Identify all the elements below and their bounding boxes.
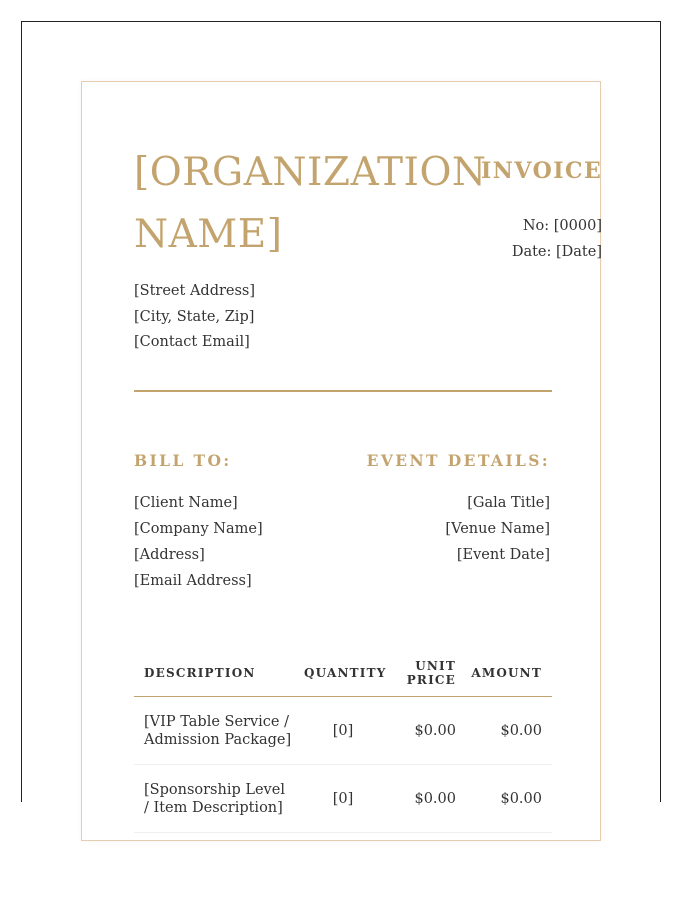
row-amount: $0.00 bbox=[500, 723, 542, 739]
table-row bbox=[134, 697, 552, 765]
document-frame bbox=[21, 21, 661, 816]
venue-name: [Venue Name] bbox=[445, 521, 550, 537]
event-date: [Event Date] bbox=[456, 547, 550, 563]
row-description: [Sponsorship Level / Item Description] bbox=[144, 782, 285, 816]
table-row bbox=[134, 765, 552, 833]
client-name: [Client Name] bbox=[134, 495, 238, 511]
row-quantity: [0] bbox=[332, 791, 354, 807]
table-header bbox=[134, 650, 552, 697]
row-unit-price: $0.00 bbox=[414, 791, 456, 807]
organization-address bbox=[134, 279, 255, 356]
street-address: [Street Address] bbox=[134, 283, 256, 299]
city-state-zip: [City, State, Zip] bbox=[134, 308, 255, 325]
event-details-block bbox=[445, 490, 550, 568]
contact-email: [Contact Email] bbox=[134, 334, 250, 350]
bill-to-block bbox=[134, 490, 263, 594]
gala-title: [Gala Title] bbox=[467, 495, 550, 511]
header-quantity: QUANTITY bbox=[304, 666, 387, 680]
header-description: DESCRIPTION bbox=[144, 666, 256, 680]
header-divider bbox=[134, 390, 552, 392]
row-amount: $0.00 bbox=[500, 791, 542, 807]
invoice-meta bbox=[512, 213, 602, 265]
line-items-table bbox=[134, 650, 552, 833]
invoice-sheet bbox=[81, 81, 601, 841]
row-description: [VIP Table Service / Admission Package] bbox=[144, 714, 292, 748]
header-amount: AMOUNT bbox=[471, 666, 542, 680]
client-address: [Address] bbox=[134, 547, 205, 563]
event-details-heading: EVENT DETAILS: bbox=[366, 451, 550, 470]
client-email: [Email Address] bbox=[134, 573, 252, 589]
header-unit-price: UNIT PRICE bbox=[406, 659, 456, 687]
row-unit-price: $0.00 bbox=[414, 723, 456, 739]
invoice-number: No: [0000] bbox=[522, 218, 602, 234]
invoice-date: Date: [Date] bbox=[511, 244, 602, 260]
row-quantity: [0] bbox=[332, 723, 354, 739]
company-name: [Company Name] bbox=[134, 521, 263, 537]
bill-to-heading: BILL TO: bbox=[134, 451, 232, 470]
invoice-title: INVOICE bbox=[481, 158, 603, 184]
organization-name: [ORGANIZATION NAME] bbox=[134, 150, 487, 257]
